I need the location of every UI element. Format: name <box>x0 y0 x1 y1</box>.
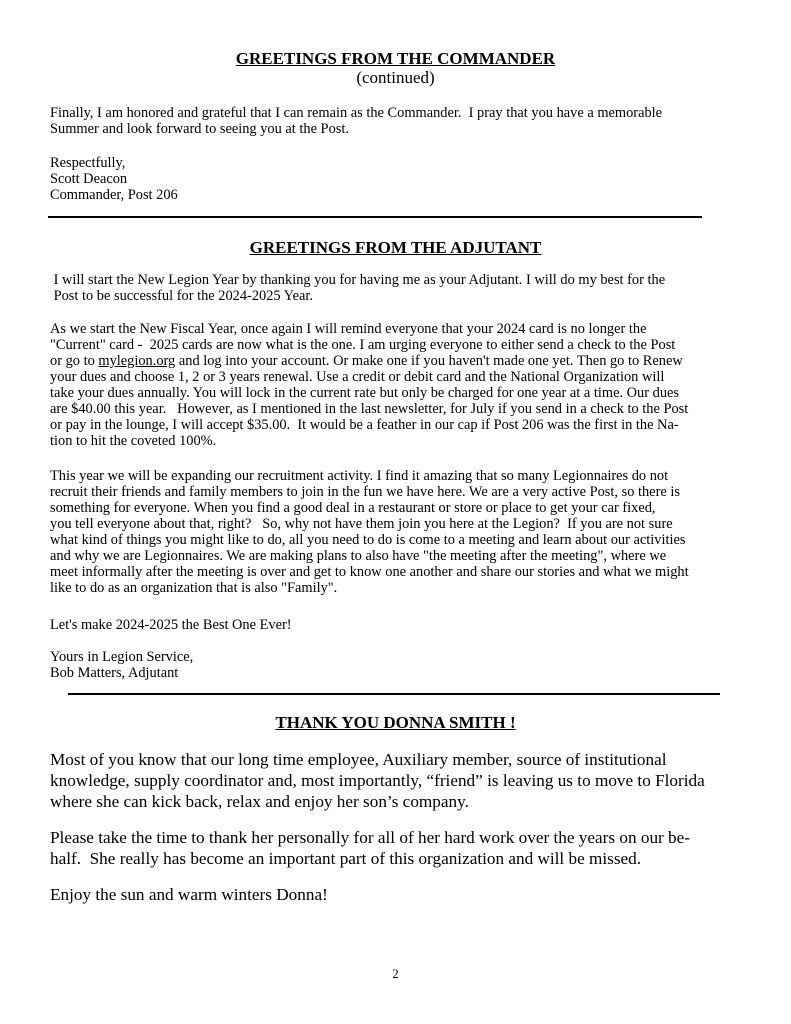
adjutant-paragraph-1 <box>50 272 750 304</box>
text-line: meet informally after the meeting is over and get to know one another and share our stories and what we might <box>50 564 689 580</box>
text-line: Commander, Post 206 <box>50 187 178 203</box>
text-line: are $40.00 this year. However, as I mentioned in the last newsletter, for July if you send in a check to the Post <box>50 401 689 417</box>
text-line: Please take the time to thank her personally for all of her hard work over the years on our be- <box>50 828 691 847</box>
text-line: This year we will be expanding our recruitment activity. I find it amazing that so many Legionnaires do not <box>50 468 669 484</box>
text-line: Bob Matters, Adjutant <box>50 665 179 681</box>
text-line: half. She really has become an important part of this organization and will be missed. <box>50 849 642 868</box>
text-line: Yours in Legion Service, <box>50 649 194 665</box>
text-fragment: and log into your account. Or make one if you haven't made one yet. Then go to Renew <box>175 353 683 369</box>
commander-subheading: (continued) <box>356 68 435 87</box>
text-line: Enjoy the sun and warm winters Donna! <box>50 885 328 904</box>
text-fragment: or go to <box>50 353 99 369</box>
page-number: 2 <box>392 966 399 981</box>
donna-heading: THANK YOU DONNA SMITH ! <box>275 713 516 732</box>
text-line <box>50 353 750 369</box>
text-line: Let's make 2024-2025 the Best One Ever! <box>50 617 292 633</box>
donna-paragraph-2 <box>50 827 750 869</box>
text-line: Most of you know that our long time employee, Auxiliary member, source of institutional <box>50 750 667 769</box>
donna-paragraph-3 <box>50 884 750 905</box>
text-line: something for everyone. When you find a good deal in a restaurant or store or place to get your car fixed, <box>50 500 656 516</box>
section-divider <box>68 693 720 695</box>
text-line: recruit their friends and family members to join in the fun we have here. We are a very active Post, so there is <box>50 484 680 500</box>
adjutant-heading: GREETINGS FROM THE ADJUTANT <box>249 238 542 257</box>
donna-paragraph-1 <box>50 749 750 812</box>
text-line: what kind of things you might like to do, all you need to do is come to a meeting and learn about our activities <box>50 532 686 548</box>
text-line: and why we are Legionnaires. We are making plans to also have "the meeting after the meeting", where we <box>50 548 667 564</box>
text-line: take your dues annually. You will lock in the current rate but only be charged for one year at a time. Our dues <box>50 385 680 401</box>
text-line: tion to hit the coveted 100%. <box>50 433 217 449</box>
section-divider <box>48 216 702 218</box>
text-line: Respectfully, <box>50 155 126 171</box>
adjutant-paragraph-3 <box>50 468 750 596</box>
text-line: As we start the New Fiscal Year, once again I will remind everyone that your 2024 card is no longer the <box>50 321 647 337</box>
adjutant-paragraph-4 <box>50 617 750 633</box>
adjutant-paragraph-2 <box>50 321 750 449</box>
text-line: like to do as an organization that is also "Family". <box>50 580 338 596</box>
commander-signoff <box>50 155 750 203</box>
text-line: Post to be successful for the 2024-2025 Year. <box>50 288 313 304</box>
commander-heading: GREETINGS FROM THE COMMANDER <box>235 49 556 68</box>
text-line: Summer and look forward to seeing you at the Post. <box>50 121 349 137</box>
text-line: "Current" card - 2025 cards are now what is the one. I am urging everyone to either send a check to the Post <box>50 337 676 353</box>
text-line: your dues and choose 1, 2 or 3 years renewal. Use a credit or debit card and the National Organization will <box>50 369 665 385</box>
text-line: Scott Deacon <box>50 171 128 187</box>
adjutant-signoff <box>50 649 750 681</box>
mylegion-link[interactable]: mylegion.org <box>98 353 176 369</box>
text-line: or pay in the lounge, I will accept $35.00. It would be a feather in our cap if Post 206 was the first in the Na- <box>50 417 679 433</box>
text-line: I will start the New Legion Year by thanking you for having me as your Adjutant. I will do my best for the <box>50 272 666 288</box>
text-line: where she can kick back, relax and enjoy her son’s company. <box>50 792 469 811</box>
commander-paragraph <box>50 105 750 137</box>
text-line: Finally, I am honored and grateful that I can remain as the Commander. I pray that you have a memorable <box>50 105 663 121</box>
text-line: knowledge, supply coordinator and, most importantly, “friend” is leaving us to move to Florida <box>50 771 705 790</box>
text-line: you tell everyone about that, right? So, why not have them join you here at the Legion? If you are not sure <box>50 516 673 532</box>
